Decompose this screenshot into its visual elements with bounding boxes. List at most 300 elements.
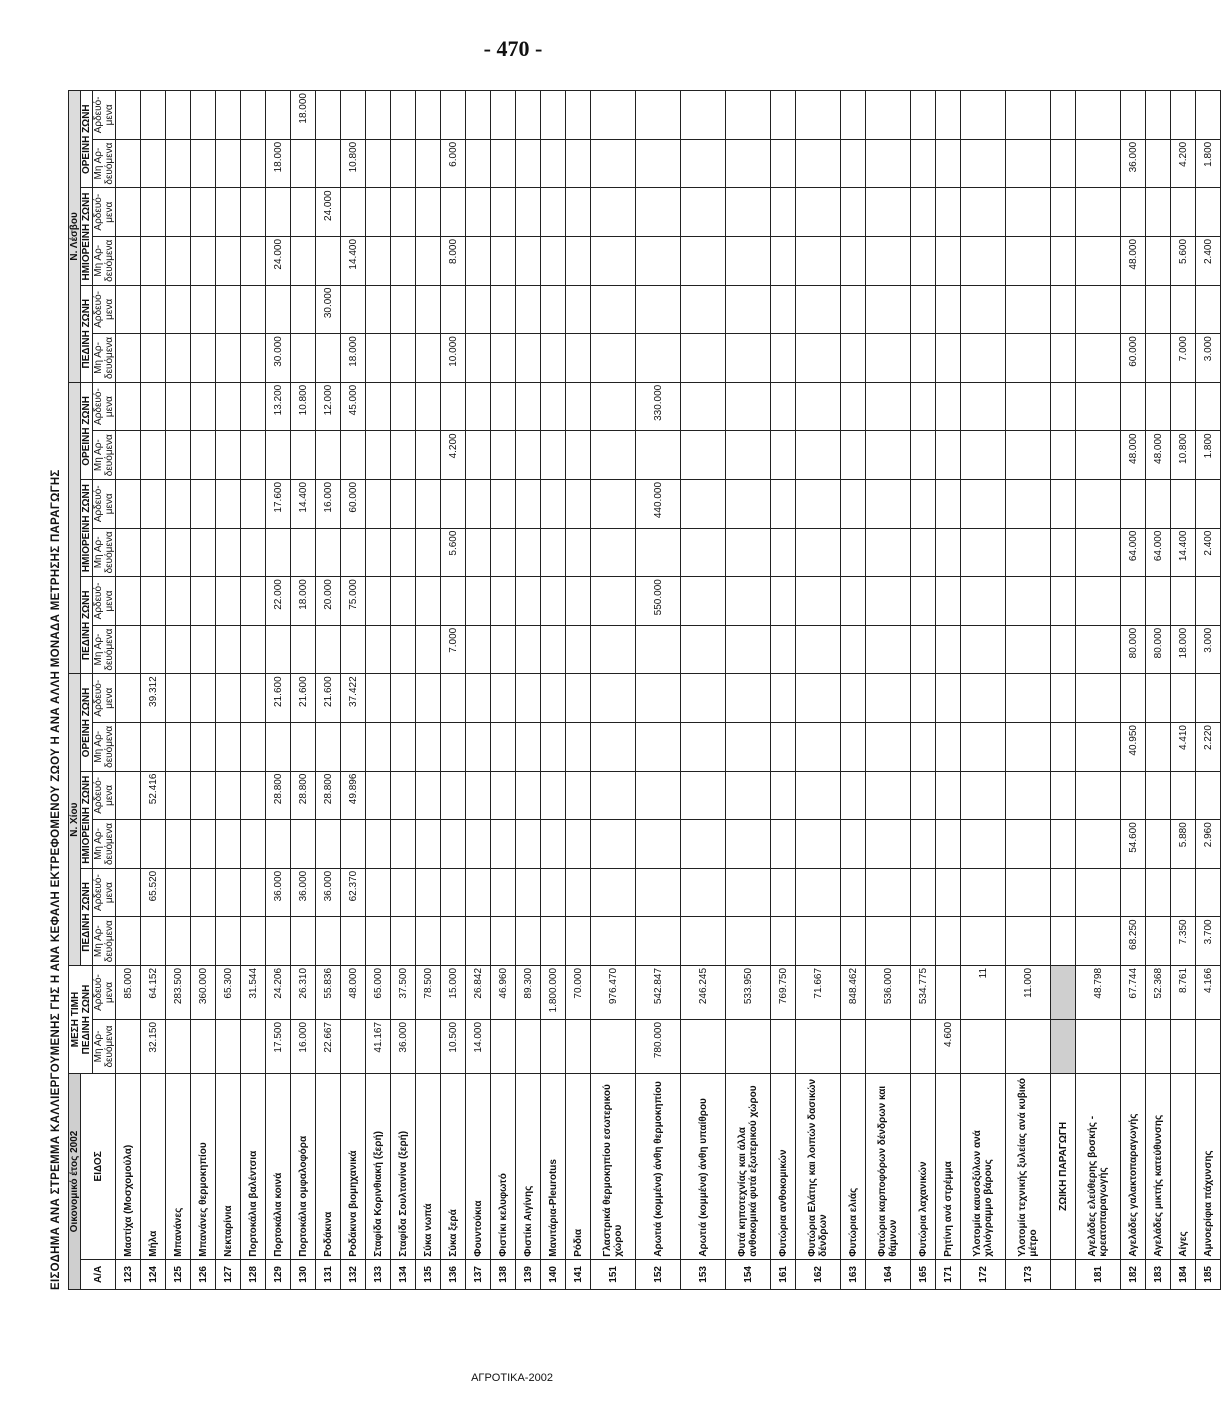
- value-cell: [566, 1019, 591, 1073]
- value-cell: [1196, 479, 1221, 528]
- value-cell: [341, 820, 366, 869]
- value-cell: [566, 771, 591, 820]
- value-cell: [961, 188, 1006, 237]
- value-cell: [771, 868, 796, 917]
- value-cell: [416, 771, 441, 820]
- value-cell: [841, 1019, 866, 1073]
- zone-header: ΗΜΙΟΡΕΙΝΗ ΖΩΝΗ: [81, 479, 93, 576]
- value-cell: [366, 868, 391, 917]
- value-cell: [541, 868, 566, 917]
- value-cell: [241, 674, 266, 723]
- value-cell: [516, 868, 541, 917]
- value-cell: [116, 188, 141, 237]
- value-cell: [491, 674, 516, 723]
- value-cell: [191, 917, 216, 966]
- section-cell: [1051, 91, 1076, 140]
- value-cell: 54.600: [1121, 820, 1146, 869]
- value-cell: [491, 382, 516, 431]
- row-code: 134: [391, 1259, 416, 1289]
- row-name: Αρωτιά (κομμένα) άνθη υπαίθρου: [681, 1073, 726, 1259]
- value-cell: [341, 625, 366, 674]
- value-cell: [636, 528, 681, 577]
- value-cell: [291, 528, 316, 577]
- value-cell: [516, 431, 541, 480]
- value-cell: [491, 1019, 516, 1073]
- table-row: [216, 91, 241, 1290]
- value-cell: 10.800: [341, 139, 366, 188]
- value-cell: [1171, 868, 1196, 917]
- value-cell: [936, 139, 961, 188]
- value-cell: [866, 431, 911, 480]
- value-cell: [796, 334, 841, 383]
- value-cell: [516, 479, 541, 528]
- value-cell: [566, 91, 591, 140]
- value-cell: [771, 820, 796, 869]
- row-name: Μήλα: [141, 1073, 166, 1259]
- value-cell: [726, 285, 771, 334]
- row-name: Πορτοκάλια κοινά: [266, 1073, 291, 1259]
- value-cell: [1121, 479, 1146, 528]
- value-cell: [391, 625, 416, 674]
- value-cell: [771, 139, 796, 188]
- value-cell: 40.950: [1121, 723, 1146, 772]
- value-cell: [566, 917, 591, 966]
- value-cell: [216, 723, 241, 772]
- value-cell: [866, 577, 911, 626]
- value-cell: 18.000: [291, 91, 316, 140]
- value-cell: [866, 917, 911, 966]
- value-cell: 60.000: [341, 479, 366, 528]
- value-cell: [241, 625, 266, 674]
- value-cell: [491, 868, 516, 917]
- value-cell: [141, 139, 166, 188]
- value-cell: [441, 868, 466, 917]
- value-cell: [316, 139, 341, 188]
- value-cell: 533.950: [726, 965, 771, 1019]
- value-cell: [391, 528, 416, 577]
- section-cell: [1051, 917, 1076, 966]
- section-cell: [1051, 334, 1076, 383]
- value-cell: [566, 528, 591, 577]
- row-name: Σταφίδα Κορινθιακή (ξερή): [366, 1073, 391, 1259]
- value-cell: 440.000: [636, 479, 681, 528]
- value-cell: [466, 917, 491, 966]
- value-cell: [266, 917, 291, 966]
- value-cell: [1006, 91, 1051, 140]
- value-cell: [541, 674, 566, 723]
- value-cell: [166, 188, 191, 237]
- value-cell: [726, 431, 771, 480]
- value-cell: [936, 479, 961, 528]
- irrigated-header: Αρδευό-μενα: [93, 382, 116, 431]
- value-cell: [541, 820, 566, 869]
- value-cell: [166, 868, 191, 917]
- value-cell: [1006, 139, 1051, 188]
- row-code: 172: [961, 1259, 1006, 1289]
- value-cell: [541, 771, 566, 820]
- value-cell: [116, 91, 141, 140]
- value-cell: [416, 431, 441, 480]
- value-cell: 2.400: [1196, 236, 1221, 285]
- value-cell: [961, 771, 1006, 820]
- value-cell: [681, 723, 726, 772]
- value-cell: [771, 528, 796, 577]
- value-cell: [441, 285, 466, 334]
- value-cell: [491, 188, 516, 237]
- value-cell: [911, 917, 936, 966]
- value-cell: [266, 528, 291, 577]
- value-cell: [1146, 868, 1171, 917]
- value-cell: [911, 188, 936, 237]
- value-cell: 37.422: [341, 674, 366, 723]
- region-lesvos: Ν. Λέσβου: [69, 91, 81, 383]
- value-cell: [1076, 674, 1121, 723]
- value-cell: [141, 625, 166, 674]
- value-cell: [566, 285, 591, 334]
- value-cell: [191, 431, 216, 480]
- table-row: [566, 91, 591, 1290]
- value-cell: [466, 577, 491, 626]
- value-cell: [936, 285, 961, 334]
- value-cell: [681, 820, 726, 869]
- section-cell: [1051, 1019, 1076, 1073]
- value-cell: [796, 723, 841, 772]
- value-cell: [416, 674, 441, 723]
- value-cell: [366, 917, 391, 966]
- value-cell: [591, 820, 636, 869]
- value-cell: [116, 723, 141, 772]
- value-cell: [936, 188, 961, 237]
- value-cell: [726, 236, 771, 285]
- value-cell: [866, 91, 911, 140]
- value-cell: [1171, 1019, 1196, 1073]
- section-cell: [1051, 674, 1076, 723]
- value-cell: [416, 382, 441, 431]
- value-cell: [116, 820, 141, 869]
- value-cell: 536.000: [866, 965, 911, 1019]
- value-cell: [1076, 139, 1121, 188]
- value-cell: 18.000: [266, 139, 291, 188]
- value-cell: [416, 139, 441, 188]
- value-cell: [516, 188, 541, 237]
- value-cell: 22.667: [316, 1019, 341, 1073]
- value-cell: [961, 625, 1006, 674]
- value-cell: [491, 479, 516, 528]
- value-cell: [191, 382, 216, 431]
- section-row: [1051, 91, 1076, 1290]
- value-cell: [366, 674, 391, 723]
- table-row: [911, 91, 936, 1290]
- value-cell: [116, 625, 141, 674]
- value-cell: 848.462: [841, 965, 866, 1019]
- value-cell: [771, 723, 796, 772]
- section-cell: [1051, 139, 1076, 188]
- row-code: 139: [516, 1259, 541, 1289]
- value-cell: [726, 723, 771, 772]
- value-cell: 80.000: [1121, 625, 1146, 674]
- table-row: [291, 91, 316, 1290]
- row-code: 129: [266, 1259, 291, 1289]
- value-cell: [116, 1019, 141, 1073]
- value-cell: [391, 723, 416, 772]
- value-cell: [141, 285, 166, 334]
- value-cell: [391, 188, 416, 237]
- value-cell: [541, 285, 566, 334]
- value-cell: [491, 139, 516, 188]
- value-cell: [391, 820, 416, 869]
- value-cell: [1146, 139, 1171, 188]
- value-cell: 21.600: [316, 674, 341, 723]
- value-cell: [796, 188, 841, 237]
- row-name: Ρόδια: [566, 1073, 591, 1259]
- value-cell: [316, 625, 341, 674]
- value-cell: [636, 820, 681, 869]
- value-cell: [416, 91, 441, 140]
- table-row: [141, 91, 166, 1290]
- row-code: 163: [841, 1259, 866, 1289]
- value-cell: [166, 431, 191, 480]
- value-cell: 24.206: [266, 965, 291, 1019]
- value-cell: [516, 820, 541, 869]
- row-name: Μανιτάρια-Pleurotus: [541, 1073, 566, 1259]
- zone-header: ΠΕΔΙΝΗ ΖΩΝΗ: [81, 577, 93, 674]
- value-cell: [796, 91, 841, 140]
- value-cell: [796, 771, 841, 820]
- value-cell: [771, 625, 796, 674]
- value-cell: [1006, 771, 1051, 820]
- row-name: Φυτώρια ελιάς: [841, 1073, 866, 1259]
- value-cell: [491, 431, 516, 480]
- value-cell: [541, 91, 566, 140]
- table-row: [441, 91, 466, 1290]
- value-cell: [566, 820, 591, 869]
- value-cell: [961, 723, 1006, 772]
- value-cell: [541, 188, 566, 237]
- value-cell: [771, 674, 796, 723]
- value-cell: [191, 674, 216, 723]
- value-cell: [726, 528, 771, 577]
- value-cell: [636, 431, 681, 480]
- value-cell: 21.600: [266, 674, 291, 723]
- section-label: ΖΩΙΚΗ ΠΑΡΑΓΩΓΗ: [1051, 1073, 1076, 1259]
- row-name: Αγελάδες γαλακτοπαραγωγής: [1121, 1073, 1146, 1259]
- table-row: [416, 91, 441, 1290]
- value-cell: [636, 868, 681, 917]
- value-cell: 5.600: [441, 528, 466, 577]
- value-cell: [1146, 188, 1171, 237]
- value-cell: [1076, 334, 1121, 383]
- value-cell: 78.500: [416, 965, 441, 1019]
- value-cell: [191, 625, 216, 674]
- value-cell: [116, 868, 141, 917]
- row-name: Φυτώρια καρποφόρων δένδρων και θάμνων: [866, 1073, 911, 1259]
- value-cell: [1171, 382, 1196, 431]
- value-cell: [591, 431, 636, 480]
- value-cell: [366, 91, 391, 140]
- value-cell: [726, 139, 771, 188]
- value-cell: [166, 917, 191, 966]
- value-cell: [216, 285, 241, 334]
- value-cell: [1196, 285, 1221, 334]
- value-cell: [391, 236, 416, 285]
- value-cell: [771, 382, 796, 431]
- row-code: 141: [566, 1259, 591, 1289]
- value-cell: 26.310: [291, 965, 316, 1019]
- row-name: Φουντούκια: [466, 1073, 491, 1259]
- section-cell: [1051, 479, 1076, 528]
- value-cell: [441, 577, 466, 626]
- value-cell: [566, 868, 591, 917]
- value-cell: [191, 236, 216, 285]
- value-cell: 45.000: [341, 382, 366, 431]
- value-cell: [1076, 236, 1121, 285]
- table-row: [316, 91, 341, 1290]
- value-cell: [116, 479, 141, 528]
- value-cell: [911, 91, 936, 140]
- value-cell: [591, 382, 636, 431]
- value-cell: 24.000: [266, 236, 291, 285]
- value-cell: [241, 1019, 266, 1073]
- value-cell: 17.600: [266, 479, 291, 528]
- value-cell: [866, 188, 911, 237]
- non-irrigated-header: Μη Αρ-δευόμενα: [93, 139, 116, 188]
- value-cell: [936, 382, 961, 431]
- value-cell: [1171, 479, 1196, 528]
- value-cell: [726, 334, 771, 383]
- zone-header: ΠΕΔΙΝΗ ΖΩΝΗ: [81, 285, 93, 382]
- value-cell: [681, 334, 726, 383]
- value-cell: [366, 285, 391, 334]
- value-cell: [681, 188, 726, 237]
- value-cell: [1121, 771, 1146, 820]
- value-cell: [796, 479, 841, 528]
- value-cell: [1146, 771, 1171, 820]
- value-cell: [291, 625, 316, 674]
- value-cell: [1006, 917, 1051, 966]
- value-cell: 4.200: [1171, 139, 1196, 188]
- value-cell: [341, 1019, 366, 1073]
- value-cell: [841, 236, 866, 285]
- value-cell: [141, 723, 166, 772]
- value-cell: [216, 91, 241, 140]
- value-cell: [141, 236, 166, 285]
- value-cell: [681, 91, 726, 140]
- table-row: [1196, 91, 1221, 1290]
- value-cell: 71.667: [796, 965, 841, 1019]
- value-cell: [241, 285, 266, 334]
- value-cell: [116, 917, 141, 966]
- value-cell: 1.800: [1196, 139, 1221, 188]
- value-cell: 246.245: [681, 965, 726, 1019]
- value-cell: [726, 820, 771, 869]
- value-cell: 70.000: [566, 965, 591, 1019]
- value-cell: [516, 382, 541, 431]
- value-cell: [681, 674, 726, 723]
- value-cell: [1121, 674, 1146, 723]
- value-cell: [541, 382, 566, 431]
- value-cell: [771, 285, 796, 334]
- row-code: 138: [491, 1259, 516, 1289]
- value-cell: [166, 674, 191, 723]
- row-code: 183: [1146, 1259, 1171, 1289]
- value-cell: [441, 820, 466, 869]
- value-cell: [866, 236, 911, 285]
- value-cell: [796, 285, 841, 334]
- value-cell: [961, 91, 1006, 140]
- value-cell: [441, 771, 466, 820]
- value-cell: [726, 771, 771, 820]
- value-cell: [416, 334, 441, 383]
- row-code: 184: [1171, 1259, 1196, 1289]
- section-cell: [1051, 236, 1076, 285]
- value-cell: [911, 139, 936, 188]
- value-cell: [366, 431, 391, 480]
- value-cell: [166, 139, 191, 188]
- table-row: [636, 91, 681, 1290]
- value-cell: 4.600: [936, 1019, 961, 1073]
- value-cell: [936, 528, 961, 577]
- value-cell: 2.960: [1196, 820, 1221, 869]
- value-cell: 976.470: [591, 965, 636, 1019]
- value-cell: [516, 236, 541, 285]
- section-cell: [1051, 285, 1076, 334]
- value-cell: [216, 188, 241, 237]
- row-code: 161: [771, 1259, 796, 1289]
- value-cell: 80.000: [1146, 625, 1171, 674]
- value-cell: 52.368: [1146, 965, 1171, 1019]
- value-cell: [1006, 528, 1051, 577]
- table-row: [961, 91, 1006, 1290]
- value-cell: [141, 91, 166, 140]
- value-cell: [1146, 236, 1171, 285]
- value-cell: [796, 625, 841, 674]
- value-cell: [466, 528, 491, 577]
- row-code: 185: [1196, 1259, 1221, 1289]
- value-cell: [241, 431, 266, 480]
- table-row: [771, 91, 796, 1290]
- value-cell: [866, 528, 911, 577]
- value-cell: [1146, 479, 1171, 528]
- value-cell: [491, 334, 516, 383]
- value-cell: [796, 139, 841, 188]
- value-cell: [141, 431, 166, 480]
- value-cell: [166, 382, 191, 431]
- value-cell: [796, 382, 841, 431]
- value-cell: [466, 382, 491, 431]
- value-cell: [341, 528, 366, 577]
- value-cell: [911, 528, 936, 577]
- value-cell: [566, 479, 591, 528]
- aa-header: Α/Α: [81, 1259, 116, 1289]
- value-cell: 26.842: [466, 965, 491, 1019]
- table-row: [1171, 91, 1196, 1290]
- value-cell: [591, 188, 636, 237]
- value-cell: [936, 91, 961, 140]
- row-name: Φυτώρια λαχανικών: [911, 1073, 936, 1259]
- avg-price-header: ΜΕΣΗ ΤΙΜΗ ΠΕΔΙΝΗ ΖΩΝΗ: [69, 965, 93, 1073]
- table-row: [541, 91, 566, 1290]
- row-name: Μπανάνες: [166, 1073, 191, 1259]
- value-cell: [961, 917, 1006, 966]
- value-cell: 64.152: [141, 965, 166, 1019]
- value-cell: 48.000: [341, 965, 366, 1019]
- value-cell: [391, 868, 416, 917]
- value-cell: [591, 917, 636, 966]
- value-cell: [466, 431, 491, 480]
- value-cell: [911, 236, 936, 285]
- value-cell: [416, 188, 441, 237]
- value-cell: [936, 625, 961, 674]
